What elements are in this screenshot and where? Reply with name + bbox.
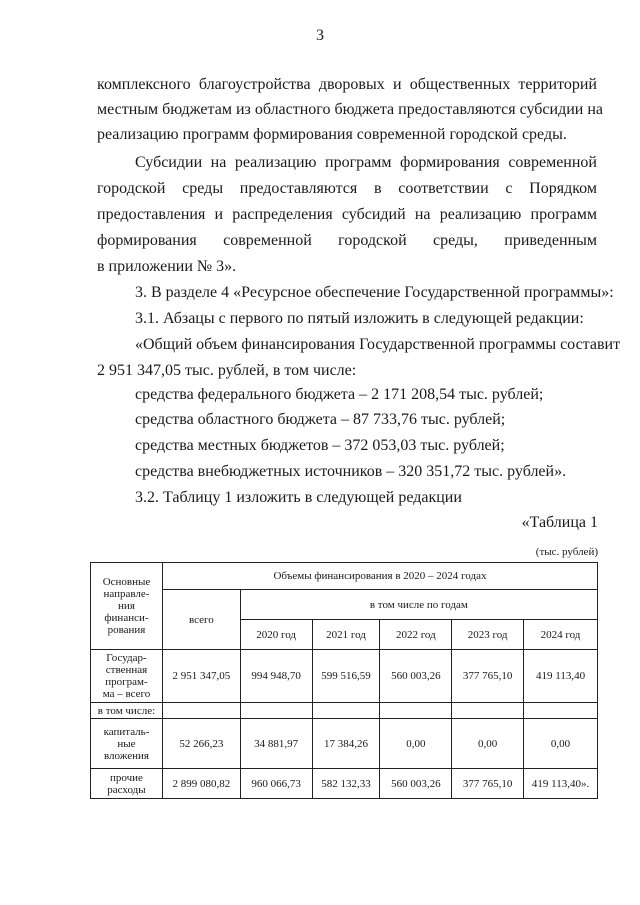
header-directions: Основные направле- ния финанси- рования bbox=[91, 563, 163, 650]
cell-total: 2 951 347,05 bbox=[162, 650, 240, 703]
cell-value: 560 003,26 bbox=[380, 769, 452, 799]
table-row bbox=[91, 650, 598, 703]
paragraph-line: 2 951 347,05 тыс. рублей, в том числе: bbox=[97, 362, 357, 379]
cell-value: 0,00 bbox=[524, 719, 598, 769]
paragraph-line: средства федерального бюджета – 2 171 208,54 тыс. рублей; bbox=[135, 386, 544, 403]
financing-table bbox=[90, 562, 598, 799]
cell-value: 599 516,59 bbox=[312, 650, 380, 703]
cell-value: 0,00 bbox=[452, 719, 524, 769]
header-total: всего bbox=[162, 590, 240, 650]
header-year-2020: 2020 год bbox=[240, 620, 312, 650]
paragraph-line: предоставления и распределения субсидий на реализацию программ bbox=[97, 206, 597, 223]
row-label: капиталь- ные вложения bbox=[91, 719, 163, 769]
row-label: Государ- ственная програм- ма – всего bbox=[91, 650, 163, 703]
header-by-years: в том числе по годам bbox=[240, 590, 597, 620]
empty-cell bbox=[162, 703, 240, 719]
paragraph-line: средства областного бюджета – 87 733,76 тыс. рублей; bbox=[135, 411, 506, 428]
header-year-2023: 2023 год bbox=[452, 620, 524, 650]
paragraph-line: «Общий объем финансирования Государственной программы составит bbox=[135, 336, 621, 353]
paragraph-line: формирования современной городской среды, приведенным bbox=[97, 232, 597, 249]
table-units: (тыс. рублей) bbox=[535, 546, 598, 558]
table-row bbox=[91, 703, 598, 719]
empty-cell bbox=[380, 703, 452, 719]
header-volumes: Объемы финансирования в 2020 – 2024 годах bbox=[162, 563, 597, 590]
cell-value: 419 113,40 bbox=[524, 650, 598, 703]
paragraph-line: реализацию программ формирования современной городской среды. bbox=[97, 126, 567, 143]
empty-cell bbox=[240, 703, 312, 719]
paragraph-line: комплексного благоустройства дворовых и общественных территорий bbox=[97, 76, 597, 93]
table-row bbox=[91, 719, 598, 769]
cell-total: 52 266,23 bbox=[162, 719, 240, 769]
cell-value: 582 132,33 bbox=[312, 769, 380, 799]
header-year-2022: 2022 год bbox=[380, 620, 452, 650]
cell-value: 419 113,40». bbox=[524, 769, 598, 799]
paragraph-line: средства внебюджетных источников – 320 351,72 тыс. рублей». bbox=[135, 463, 567, 480]
paragraph-line: Субсидии на реализацию программ формирования современной bbox=[135, 154, 597, 171]
header-year-2024: 2024 год bbox=[524, 620, 598, 650]
cell-value: 994 948,70 bbox=[240, 650, 312, 703]
row-label: прочие расходы bbox=[91, 769, 163, 799]
cell-value: 377 765,10 bbox=[452, 650, 524, 703]
cell-value: 377 765,10 bbox=[452, 769, 524, 799]
header-year-2021: 2021 год bbox=[312, 620, 380, 650]
paragraph-line: местным бюджетам из областного бюджета предоставляются субсидии на bbox=[97, 101, 603, 118]
cell-value: 560 003,26 bbox=[380, 650, 452, 703]
cell-value: 960 066,73 bbox=[240, 769, 312, 799]
paragraph-line: 3. В разделе 4 «Ресурсное обеспечение Государственной программы»: bbox=[135, 284, 614, 301]
cell-value: 34 881,97 bbox=[240, 719, 312, 769]
cell-value: 0,00 bbox=[380, 719, 452, 769]
page-number: 3 bbox=[316, 27, 324, 44]
cell-value: 17 384,26 bbox=[312, 719, 380, 769]
table-row bbox=[91, 769, 598, 799]
paragraph-line: 3.2. Таблицу 1 изложить в следующей редакции bbox=[135, 489, 462, 506]
paragraph-line: 3.1. Абзацы с первого по пятый изложить в следующей редакции: bbox=[135, 310, 584, 327]
paragraph-line: в приложении № 3». bbox=[97, 258, 237, 275]
cell-total: 2 899 080,82 bbox=[162, 769, 240, 799]
table-caption: «Таблица 1 bbox=[521, 514, 598, 531]
paragraph-line: городской среды предоставляются в соответствии с Порядком bbox=[97, 180, 597, 197]
empty-cell bbox=[312, 703, 380, 719]
paragraph-line: средства местных бюджетов – 372 053,03 тыс. рублей; bbox=[135, 437, 505, 454]
empty-cell bbox=[452, 703, 524, 719]
row-label: в том числе: bbox=[91, 703, 163, 719]
empty-cell bbox=[524, 703, 598, 719]
